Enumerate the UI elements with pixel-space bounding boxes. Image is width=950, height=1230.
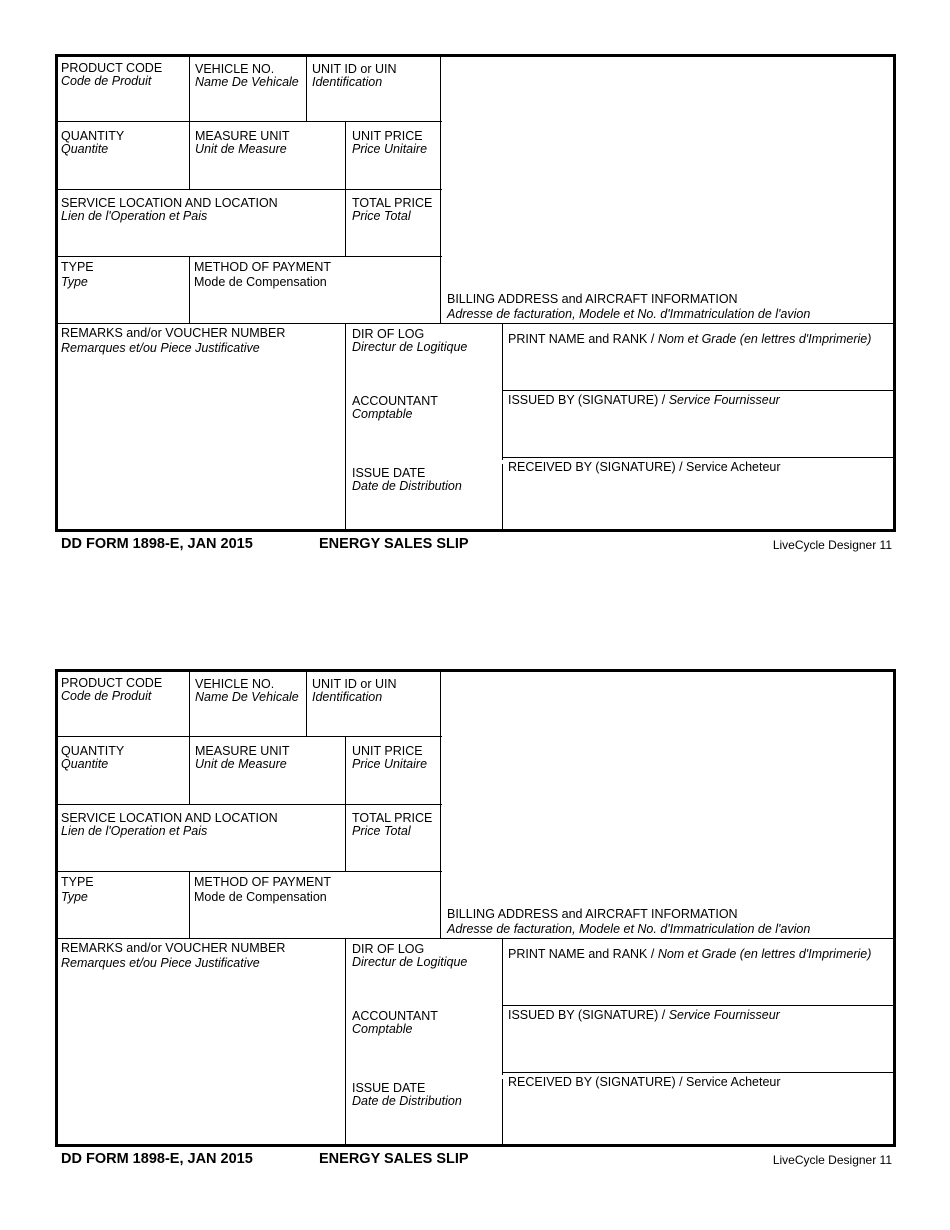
quantity-label: QUANTITY	[61, 744, 125, 758]
print-name-label-en: PRINT NAME and RANK /	[508, 947, 658, 961]
divider	[345, 938, 346, 1144]
unit-price-field[interactable]	[352, 745, 427, 771]
total-price-field[interactable]	[352, 197, 432, 223]
form-number: DD FORM 1898-E, JAN 2015	[61, 1151, 253, 1167]
issued-by-label	[508, 394, 780, 407]
method-of-payment-field[interactable]	[194, 875, 331, 905]
divider	[440, 672, 441, 939]
vehicle-no-label: VEHICLE NO.	[195, 62, 275, 76]
print-name-field[interactable]	[508, 333, 871, 346]
divider	[502, 323, 503, 460]
print-name-label	[508, 333, 871, 346]
billing-address-label: BILLING ADDRESS and AIRCRAFT INFORMATION	[447, 292, 738, 306]
issue-date-label-fr: Date de Distribution	[352, 1094, 462, 1108]
vehicle-no-label-fr: Name De Vehicale	[195, 75, 299, 89]
form-number: DD FORM 1898-E, JAN 2015	[61, 536, 253, 552]
total-price-field[interactable]	[352, 812, 432, 838]
billing-address-label-fr: Adresse de facturation, Modele et No. d'Immatriculation de l'avion	[447, 922, 811, 936]
total-price-label-fr: Price Total	[352, 209, 411, 223]
divider	[58, 256, 442, 257]
remarks-field[interactable]	[61, 326, 285, 356]
accountant-field[interactable]	[352, 1010, 438, 1036]
unit-id-label-fr: Identification	[312, 690, 383, 704]
billing-address-label-fr: Adresse de facturation, Modele et No. d'Immatriculation de l'avion	[447, 307, 811, 321]
divider	[189, 57, 190, 190]
form-title: ENERGY SALES SLIP	[319, 536, 469, 552]
type-field[interactable]	[61, 260, 94, 290]
unit-price-field[interactable]	[352, 130, 427, 156]
type-label: TYPE	[61, 260, 94, 274]
received-by-label: RECEIVED BY (SIGNATURE) / Service Acheteur	[508, 460, 781, 474]
divider	[58, 871, 442, 872]
divider	[58, 938, 893, 939]
product-code-label: PRODUCT CODE	[61, 61, 163, 75]
energy-sales-slip-2	[55, 669, 896, 1189]
vehicle-no-field[interactable]	[195, 678, 299, 704]
print-name-label-fr: Nom et Grade (en lettres d'Imprimerie)	[657, 947, 872, 961]
product-code-label: PRODUCT CODE	[61, 676, 163, 690]
divider	[502, 1005, 893, 1006]
issue-date-label: ISSUE DATE	[352, 466, 426, 480]
total-price-label: TOTAL PRICE	[352, 196, 433, 210]
software-credit: LiveCycle Designer 11	[772, 538, 892, 552]
issued-by-label-en: ISSUED BY (SIGNATURE) /	[508, 1008, 669, 1022]
billing-address-label: BILLING ADDRESS and AIRCRAFT INFORMATION	[447, 907, 738, 921]
unit-id-label: UNIT ID or UIN	[312, 677, 397, 691]
measure-unit-label-fr: Unit de Measure	[195, 757, 287, 771]
form-title: ENERGY SALES SLIP	[319, 1151, 469, 1167]
received-by-field[interactable]	[508, 461, 781, 474]
service-location-label: SERVICE LOCATION AND LOCATION	[61, 196, 278, 210]
issued-by-label-fr: Service Fournisseur	[668, 1008, 780, 1022]
product-code-label-fr: Code de Produit	[61, 689, 152, 703]
remarks-label: REMARKS and/or VOUCHER NUMBER	[61, 941, 286, 955]
quantity-field[interactable]	[61, 130, 124, 156]
method-of-payment-label: METHOD OF PAYMENT	[194, 875, 332, 889]
accountant-label-fr: Comptable	[352, 1022, 413, 1036]
total-price-label: TOTAL PRICE	[352, 811, 433, 825]
divider	[502, 938, 503, 1075]
divider	[440, 57, 441, 324]
print-name-label-fr: Nom et Grade (en lettres d'Imprimerie)	[657, 332, 872, 346]
method-of-payment-label-fr: Mode de Compensation	[194, 890, 327, 904]
divider	[502, 457, 893, 458]
divider	[58, 736, 442, 737]
accountant-label: ACCOUNTANT	[352, 1009, 438, 1023]
quantity-label-fr: Quantite	[61, 142, 109, 156]
remarks-field[interactable]	[61, 941, 285, 971]
product-code-label-fr: Code de Produit	[61, 74, 152, 88]
unit-id-field[interactable]	[312, 63, 397, 89]
divider	[345, 121, 346, 257]
type-field[interactable]	[61, 875, 94, 905]
method-of-payment-label: METHOD OF PAYMENT	[194, 260, 332, 274]
received-by-label: RECEIVED BY (SIGNATURE) / Service Acheteur	[508, 1075, 781, 1089]
billing-address-field[interactable]	[447, 292, 810, 322]
measure-unit-label: MEASURE UNIT	[195, 129, 290, 143]
unit-id-field[interactable]	[312, 678, 397, 704]
software-credit: LiveCycle Designer 11	[772, 1153, 892, 1167]
issued-by-field[interactable]	[508, 394, 780, 407]
unit-id-label-fr: Identification	[312, 75, 383, 89]
dir-of-log-label-fr: Directur de Logitique	[352, 340, 468, 354]
divider	[58, 323, 893, 324]
dir-of-log-label-fr: Directur de Logitique	[352, 955, 468, 969]
type-label-fr: Type	[61, 890, 88, 904]
quantity-label: QUANTITY	[61, 129, 125, 143]
issue-date-label-fr: Date de Distribution	[352, 479, 462, 493]
issue-date-field[interactable]	[352, 467, 462, 493]
billing-address-field[interactable]	[447, 907, 810, 937]
remarks-label-fr: Remarques et/ou Piece Justificative	[61, 341, 260, 355]
service-location-field[interactable]	[61, 812, 278, 838]
unit-price-label-fr: Price Unitaire	[352, 142, 428, 156]
method-of-payment-label-fr: Mode de Compensation	[194, 275, 327, 289]
vehicle-no-field[interactable]	[195, 63, 299, 89]
measure-unit-label: MEASURE UNIT	[195, 744, 290, 758]
vehicle-no-label: VEHICLE NO.	[195, 677, 275, 691]
dir-of-log-label: DIR OF LOG	[352, 327, 425, 341]
product-code-field[interactable]	[61, 62, 162, 88]
energy-sales-slip-1	[55, 54, 896, 574]
divider	[345, 736, 346, 872]
measure-unit-field[interactable]	[195, 130, 289, 156]
dir-of-log-label: DIR OF LOG	[352, 942, 425, 956]
divider	[189, 871, 190, 939]
issue-date-field[interactable]	[352, 1082, 462, 1108]
print-name-field[interactable]	[508, 948, 871, 961]
divider	[502, 1072, 893, 1073]
accountant-label-fr: Comptable	[352, 407, 413, 421]
divider	[502, 464, 503, 529]
issued-by-label-en: ISSUED BY (SIGNATURE) /	[508, 393, 669, 407]
quantity-field[interactable]	[61, 745, 124, 771]
measure-unit-field[interactable]	[195, 745, 289, 771]
quantity-label-fr: Quantite	[61, 757, 109, 771]
remarks-label: REMARKS and/or VOUCHER NUMBER	[61, 326, 286, 340]
divider	[189, 672, 190, 805]
type-label-fr: Type	[61, 275, 88, 289]
divider	[502, 390, 893, 391]
method-of-payment-field[interactable]	[194, 260, 331, 290]
divider	[345, 323, 346, 529]
issue-date-label: ISSUE DATE	[352, 1081, 426, 1095]
total-price-label-fr: Price Total	[352, 824, 411, 838]
divider	[58, 121, 442, 122]
product-code-field[interactable]	[61, 677, 162, 703]
service-location-label-fr: Lien de l'Operation et Pais	[61, 824, 208, 838]
measure-unit-label-fr: Unit de Measure	[195, 142, 287, 156]
issued-by-label	[508, 1009, 780, 1022]
vehicle-no-label-fr: Name De Vehicale	[195, 690, 299, 704]
print-name-label-en: PRINT NAME and RANK /	[508, 332, 658, 346]
unit-id-label: UNIT ID or UIN	[312, 62, 397, 76]
service-location-label-fr: Lien de l'Operation et Pais	[61, 209, 208, 223]
divider	[306, 57, 307, 122]
divider	[306, 672, 307, 737]
divider	[58, 804, 442, 805]
print-name-label	[508, 948, 871, 961]
divider	[189, 256, 190, 324]
dir-of-log-field[interactable]	[352, 328, 467, 354]
service-location-label: SERVICE LOCATION AND LOCATION	[61, 811, 278, 825]
dir-of-log-field[interactable]	[352, 943, 467, 969]
remarks-label-fr: Remarques et/ou Piece Justificative	[61, 956, 260, 970]
issued-by-field[interactable]	[508, 1009, 780, 1022]
unit-price-label: UNIT PRICE	[352, 129, 423, 143]
accountant-label: ACCOUNTANT	[352, 394, 438, 408]
type-label: TYPE	[61, 875, 94, 889]
divider	[502, 1079, 503, 1144]
service-location-field[interactable]	[61, 197, 278, 223]
accountant-field[interactable]	[352, 395, 438, 421]
unit-price-label-fr: Price Unitaire	[352, 757, 428, 771]
unit-price-label: UNIT PRICE	[352, 744, 423, 758]
issued-by-label-fr: Service Fournisseur	[668, 393, 780, 407]
received-by-field[interactable]	[508, 1076, 781, 1089]
divider	[58, 189, 442, 190]
